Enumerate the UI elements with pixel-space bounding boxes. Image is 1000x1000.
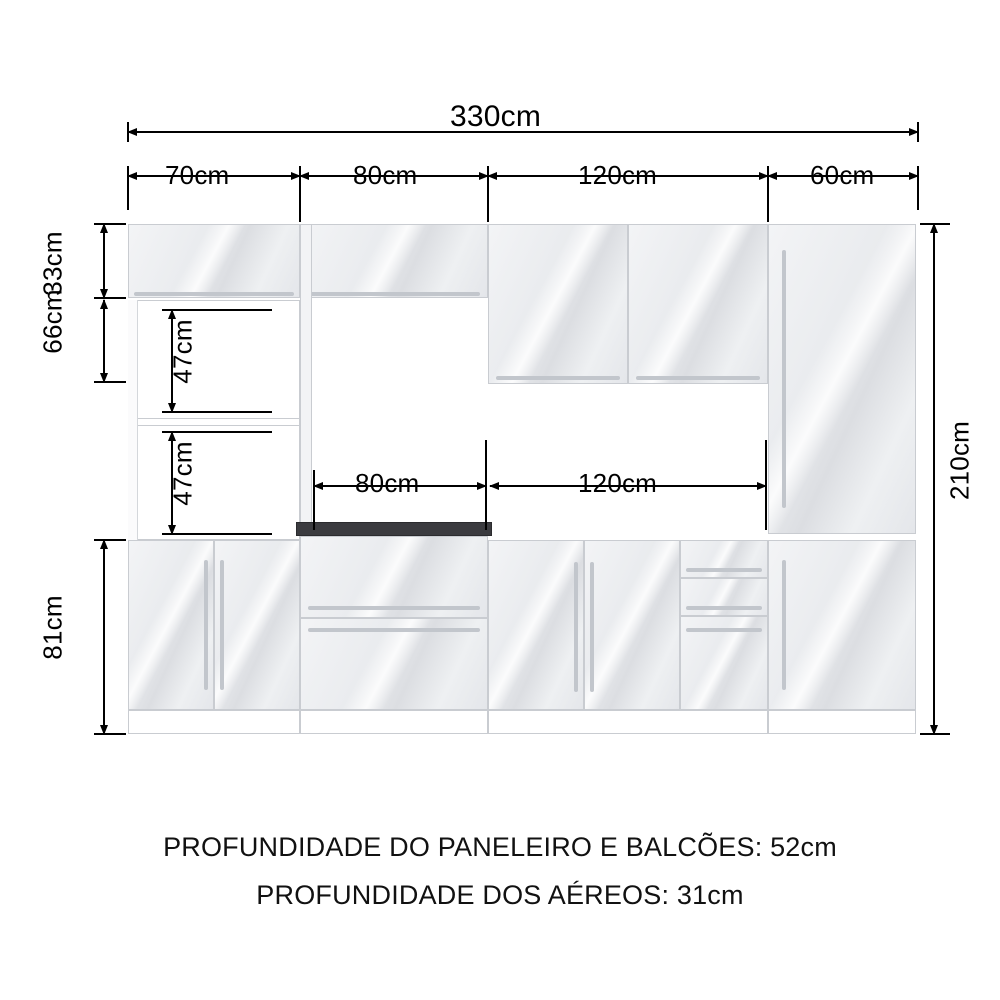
handle-drawer-stack-c [686, 628, 762, 632]
handle-base-120-b [590, 562, 594, 692]
handle-base-70-left [204, 560, 208, 690]
cabinet-upper-door-120-a [488, 224, 628, 384]
label-inner-120: 120cm [578, 468, 658, 498]
base-cabinet-70-right [214, 540, 300, 710]
handle-top-80 [308, 292, 480, 296]
plinth-left [128, 710, 300, 734]
footer-depth-upper: PROFUNDIDADE DOS AÉREOS: 31cm [256, 880, 744, 910]
base-door-120-a [488, 540, 584, 710]
plinth-mid-120 [488, 710, 768, 734]
cabinet-top-door-80 [300, 224, 488, 298]
handle-pantry-top [782, 250, 786, 508]
label-height-33: 33cm [37, 231, 68, 296]
cabinet-top-door-70 [128, 224, 300, 298]
shelf-side-panel [128, 300, 138, 540]
handle-pantry-lower [782, 560, 786, 690]
base-cabinet-70-left [128, 540, 214, 710]
label-height-66: 66cm [37, 289, 68, 354]
handle-upper-120-a [496, 376, 620, 380]
handle-drawer-80-top [308, 606, 480, 610]
countertop [296, 522, 492, 536]
base-drawer-stack-b [680, 578, 768, 616]
plinth-mid-80 [300, 710, 488, 734]
cabinet-upper-door-120-b [628, 224, 768, 384]
label-segment-120: 120cm [578, 160, 658, 190]
pantry-lower-60 [768, 540, 916, 710]
base-door-120-b [584, 540, 680, 710]
label-niche-47-bottom: 47cm [167, 441, 198, 506]
label-niche-47-top: 47cm [167, 319, 198, 384]
handle-base-70-right [220, 560, 224, 690]
side-panel-80-left [300, 224, 312, 534]
handle-drawer-stack-b [686, 606, 762, 610]
footer-depth-base: PROFUNDIDADE DO PANELEIRO E BALCÕES: 52cm [163, 832, 837, 862]
handle-top-70 [134, 292, 294, 296]
label-segment-60: 60cm [810, 160, 875, 190]
pantry-column-60 [768, 224, 916, 534]
label-segment-70: 70cm [165, 160, 230, 190]
base-drawer-stack-a [680, 540, 768, 578]
shelf-divider-middle [129, 418, 299, 426]
label-height-81: 81cm [37, 595, 68, 660]
handle-base-120-a [574, 562, 578, 692]
label-total-width: 330cm [450, 100, 542, 133]
handle-drawer-stack-a [686, 568, 762, 572]
plinth-right [768, 710, 916, 734]
handle-drawer-80-bottom [308, 628, 480, 632]
label-inner-80: 80cm [355, 468, 420, 498]
label-segment-80: 80cm [353, 160, 418, 190]
handle-upper-120-b [636, 376, 760, 380]
label-total-height: 210cm [944, 420, 975, 501]
